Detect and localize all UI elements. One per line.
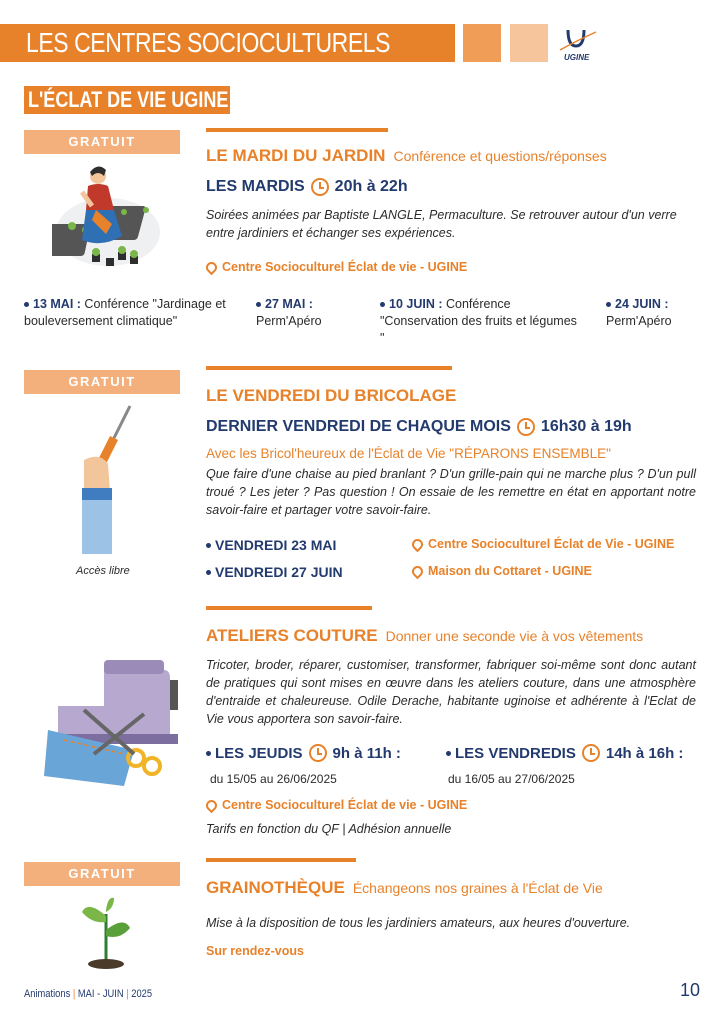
- location-text: Centre Socioculturel Éclat de vie - UGINE: [222, 260, 468, 274]
- bullet-icon: [206, 543, 211, 548]
- seedling-illustration: [78, 894, 134, 970]
- sewing-machine-illustration: [44, 650, 184, 786]
- schedule-days: DERNIER VENDREDI DE CHAQUE MOIS: [206, 418, 511, 435]
- description-bricolage: Que faire d'une chaise au pied branlant ? D'un grille-pain qui ne marche plus ? D'un pull troué ? Les jeter ? Pas question ! On essaie de les remettre en état en apportant notre savoir-faire et partager votre savoir-faire.: [206, 467, 696, 517]
- date-label: 24 JUIN :: [615, 297, 669, 311]
- screwdriver-hand-illustration: [70, 402, 140, 554]
- title-text: ATELIERS COUTURE: [206, 626, 378, 645]
- clock-icon: [311, 178, 329, 196]
- slot-day: LES JEUDIS: [215, 744, 303, 762]
- schedule-jardin: [206, 178, 408, 196]
- clock-icon: [517, 418, 535, 436]
- bullet-icon: [256, 302, 261, 307]
- section-title-bricolage: [206, 386, 456, 406]
- date-text: Perm'Apéro: [606, 314, 672, 328]
- event-location: [412, 537, 674, 551]
- tagline-bricolage: Avec les Bricol'heureux de l'Éclat de Vie "RÉPARONS ENSEMBLE": [206, 446, 611, 461]
- slot-friday: [446, 744, 683, 762]
- free-badge: GRATUIT: [24, 370, 180, 394]
- date-item: [380, 296, 580, 347]
- venue-subtitle: L'ÉCLAT DE VIE UGINE: [28, 87, 229, 112]
- clock-icon: [309, 744, 327, 762]
- footer-year: 2025: [131, 988, 153, 1000]
- footer-period: MAI - JUIN: [77, 988, 124, 1000]
- description-jardin: Soirées animées par Baptiste LANGLE, Permaculture. Se retrouver autour d'un verre entre jardiniers et échanger ses expériences.: [206, 208, 677, 240]
- footer-label: Animations: [24, 988, 71, 1000]
- date-text: Conférence "Conservation des fruits et légumes ": [380, 297, 577, 345]
- page-number: 10: [680, 980, 701, 1000]
- schedule-bricolage: [206, 418, 632, 436]
- pricing-note: Tarifs en fonction du QF | Adhésion annuelle: [206, 822, 452, 836]
- event-date: [206, 537, 336, 553]
- section-title-grainotheque: [206, 878, 603, 898]
- date-item: [606, 296, 698, 330]
- date-text: Perm'Apéro: [256, 314, 322, 328]
- description-couture: Tricoter, broder, réparer, customiser, transformer, fabriquer soi-même sont donc autant de pratiques qui sont mises en œuvre dans les ateliers couture, dans une atmosphère d'entraide et chaleureuse. Odile Derache, habitante uginoise et adhérente à l'Eclat de Vie vous apportera son savoir-faire.: [206, 658, 696, 726]
- title-text: LE VENDREDI DU BRICOLAGE: [206, 386, 457, 405]
- logo-text: UGINE: [564, 53, 590, 62]
- header-decor-square: [510, 24, 548, 62]
- date-text: VENDREDI 23 MAI: [215, 537, 337, 553]
- clock-icon: [582, 744, 600, 762]
- footer-separator: |: [126, 988, 129, 1000]
- date-item: [256, 296, 348, 330]
- schedule-hours: 20h à 22h: [334, 178, 408, 195]
- slot-range: du 16/05 au 27/06/2025: [448, 772, 575, 786]
- date-text: VENDREDI 27 JUIN: [215, 564, 343, 580]
- location-pin-icon: [410, 563, 426, 579]
- bullet-icon: [446, 751, 451, 756]
- location-text: Centre Socioculturel Éclat de vie - UGINE: [222, 798, 468, 812]
- section-rule: [206, 128, 388, 132]
- section-subtitle: Donner une seconde vie à vos vêtements: [385, 628, 644, 644]
- date-label: 27 MAI :: [265, 297, 313, 311]
- event-date: [206, 564, 343, 580]
- location-jardin: [206, 260, 467, 274]
- access-note: Accès libre: [76, 565, 130, 577]
- section-rule: [206, 606, 372, 610]
- bullet-icon: [206, 570, 211, 575]
- section-rule: [206, 366, 452, 370]
- free-badge: GRATUIT: [24, 130, 180, 154]
- page-title: LES CENTRES SOCIOCULTURELS: [26, 27, 391, 58]
- bullet-icon: [206, 751, 211, 756]
- location-text: Maison du Cottaret - UGINE: [428, 564, 592, 578]
- slot-hours: 14h à 16h :: [605, 744, 684, 762]
- location-text: Centre Socioculturel Éclat de Vie - UGINE: [428, 537, 675, 551]
- date-label: 10 JUIN :: [389, 297, 443, 311]
- footer-separator: |: [72, 988, 76, 1000]
- event-location: [412, 564, 592, 578]
- section-rule: [206, 858, 356, 862]
- bullet-icon: [380, 302, 385, 307]
- footer-issue: [24, 988, 152, 1000]
- slot-day: LES VENDREDIS: [455, 744, 576, 762]
- location-pin-icon: [204, 797, 220, 813]
- title-text: LE MARDI DU JARDIN: [206, 146, 386, 165]
- section-title-jardin: [206, 146, 607, 166]
- bullet-icon: [24, 302, 29, 307]
- location-pin-icon: [204, 259, 220, 275]
- bullet-icon: [606, 302, 611, 307]
- date-text: Conférence "Jardinage et bouleversement climatique": [24, 297, 226, 328]
- slot-thursday: [206, 744, 401, 762]
- schedule-hours: 16h30 à 19h: [540, 418, 632, 435]
- ugine-logo: [556, 22, 600, 64]
- title-text: GRAINOTHÈQUE: [206, 878, 345, 897]
- description-grainotheque: Mise à la disposition de tous les jardiniers amateurs, aux heures d'ouverture.: [206, 916, 631, 930]
- section-subtitle: Échangeons nos graines à l'Éclat de Vie: [352, 880, 603, 896]
- location-pin-icon: [410, 536, 426, 552]
- section-subtitle: Conférence et questions/réponses: [393, 148, 607, 164]
- appointment-note: Sur rendez-vous: [206, 944, 304, 958]
- slot-hours: 9h à 11h :: [332, 744, 401, 762]
- date-label: 13 MAI :: [33, 297, 81, 311]
- header-decor-square: [463, 24, 501, 62]
- slot-range: du 15/05 au 26/06/2025: [210, 772, 337, 786]
- free-badge: GRATUIT: [24, 862, 180, 886]
- schedule-days: LES MARDIS: [206, 178, 305, 195]
- gardener-illustration: [52, 162, 164, 278]
- section-title-couture: [206, 626, 643, 646]
- location-couture: [206, 798, 467, 812]
- date-item: [24, 296, 229, 330]
